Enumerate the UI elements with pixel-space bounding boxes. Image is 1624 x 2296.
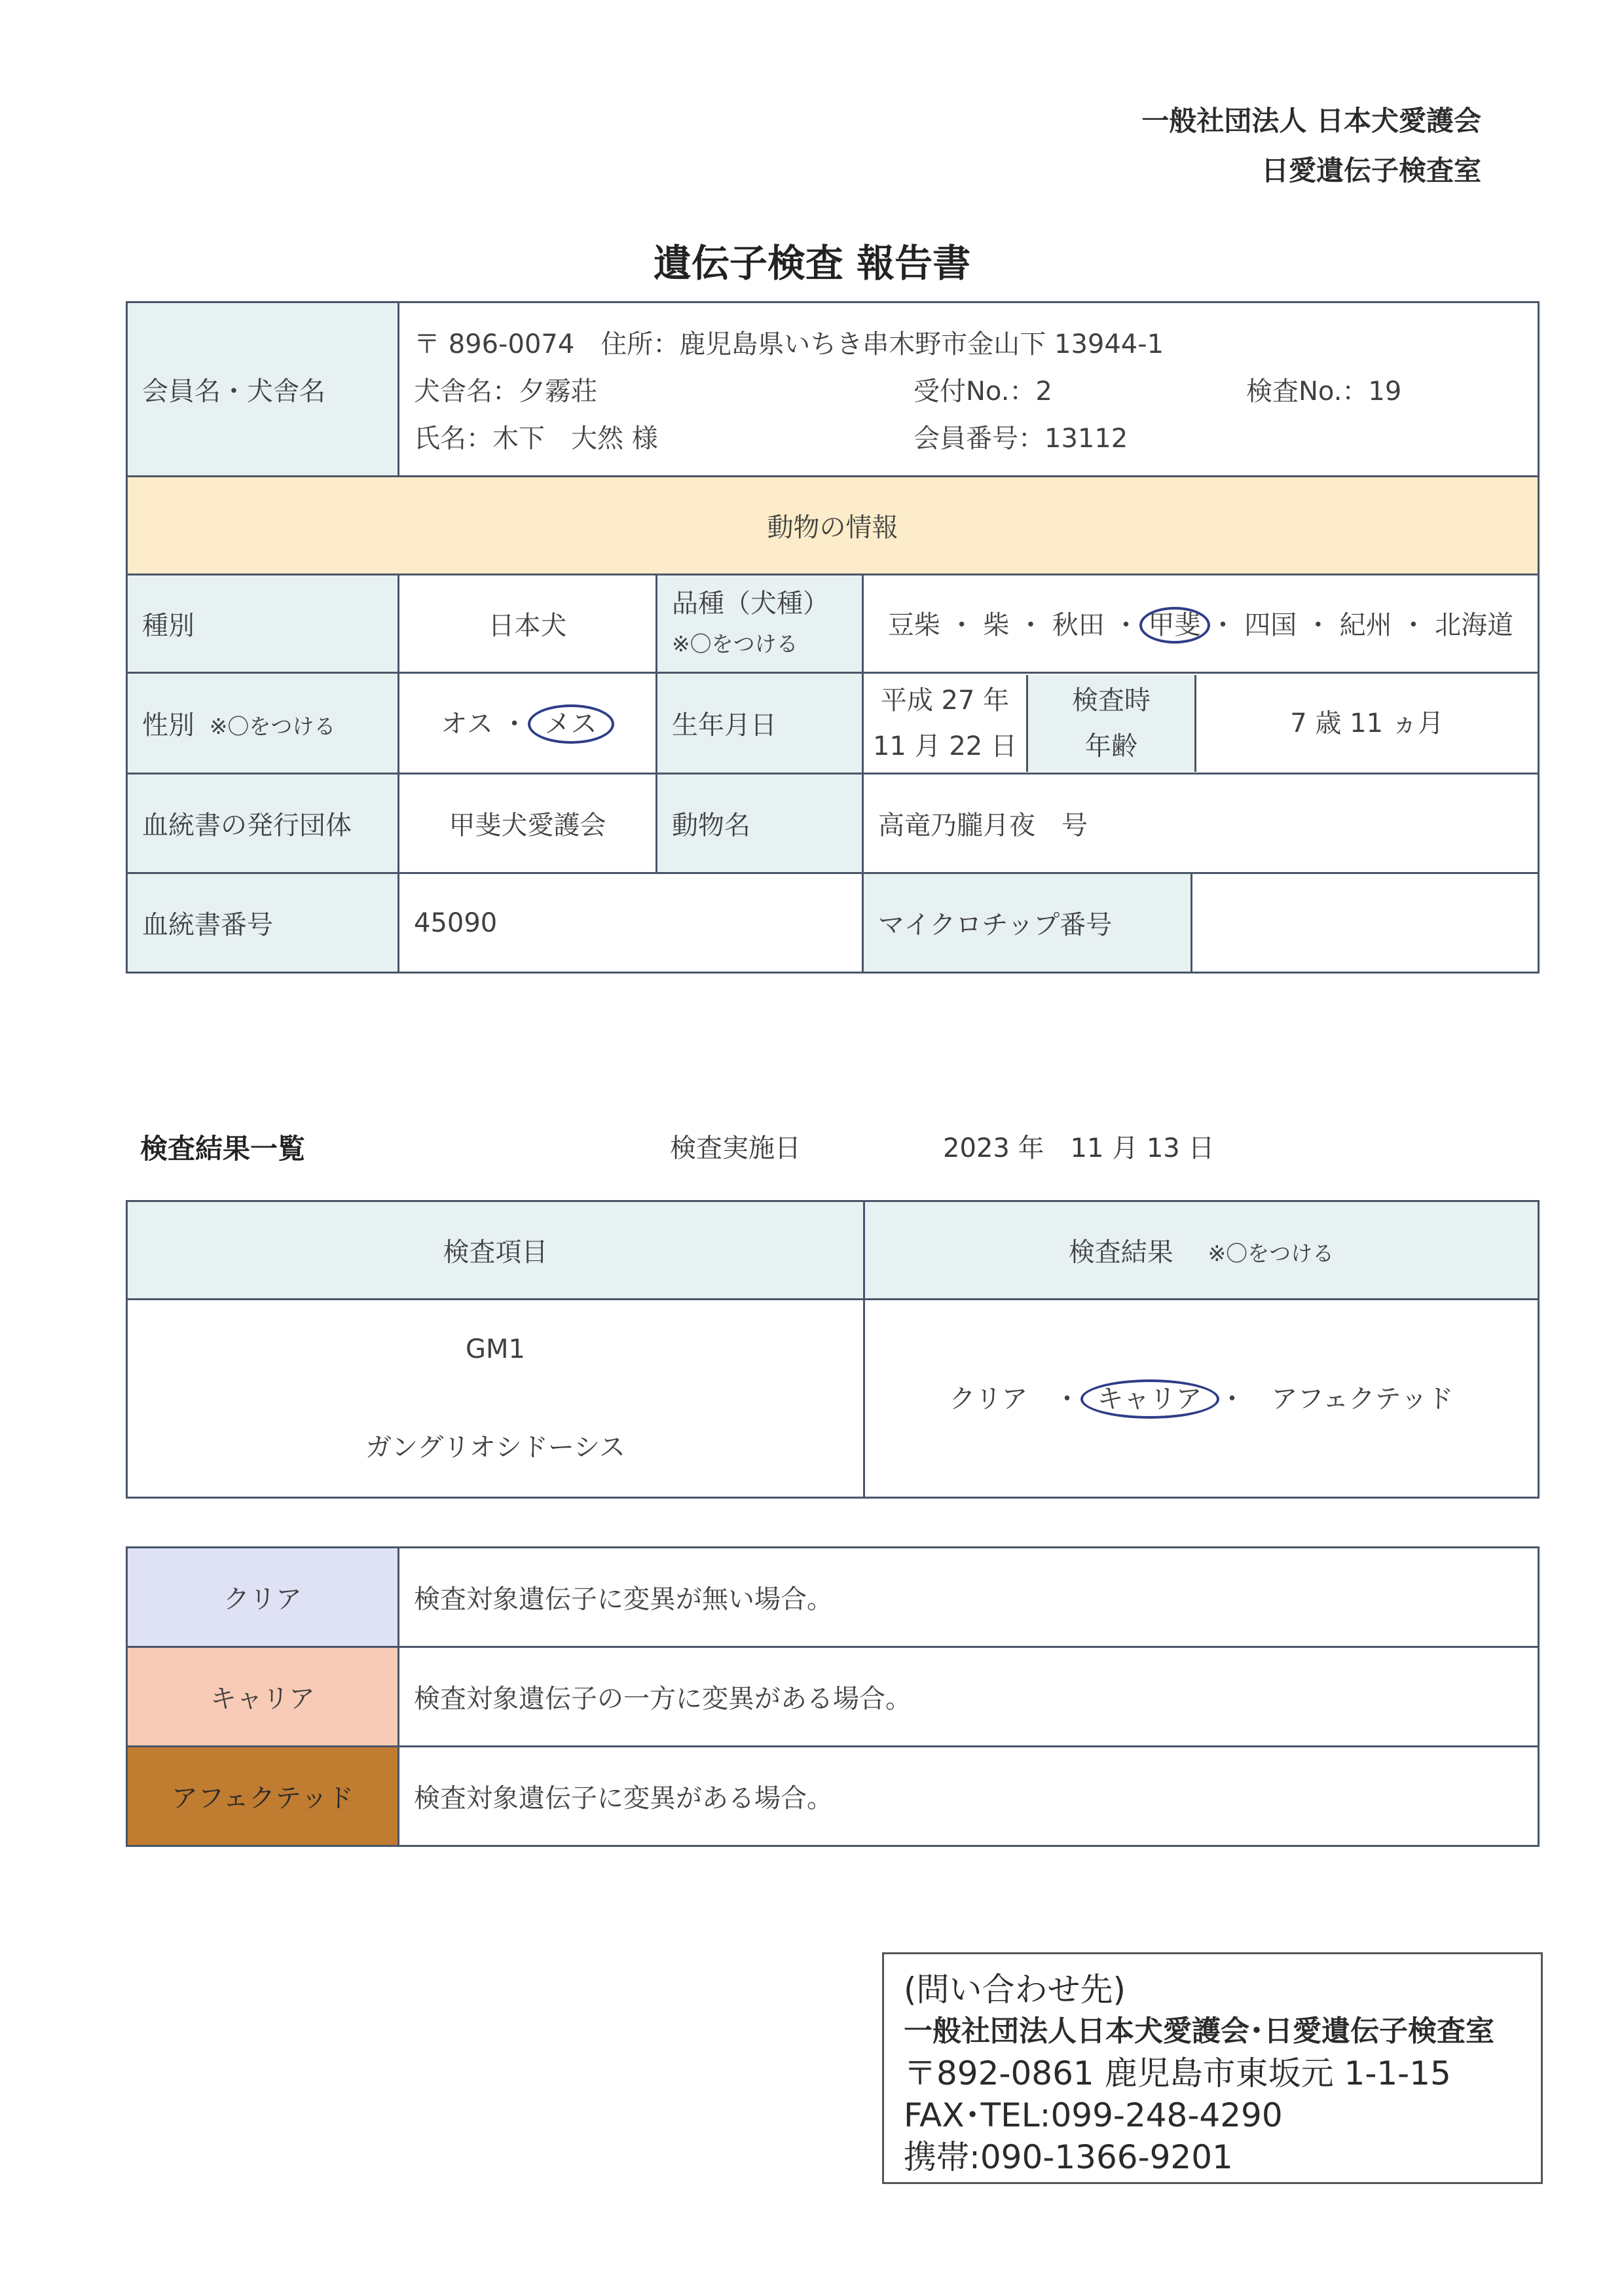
legend-term-affected: アフェクテッド bbox=[127, 1747, 399, 1846]
legend-term-clear: クリア bbox=[127, 1548, 399, 1647]
test-item-name: ガングリオシドーシス bbox=[365, 1432, 625, 1463]
breed-option: 柴 bbox=[983, 610, 1010, 640]
test-date-value: 2023 年 11 月 13 日 bbox=[943, 1133, 1215, 1163]
sex-option-male: オス bbox=[441, 708, 493, 739]
pedigree-org-label: 血統書の発行団体 bbox=[127, 774, 399, 873]
org-name: 一般社団法人 日本犬愛護会 bbox=[1141, 105, 1481, 137]
contact-org: 一般社団法人日本犬愛護会･日愛遺伝子検査室 bbox=[904, 2014, 1494, 2048]
species-value: 日本犬 bbox=[399, 575, 657, 673]
dob-value bbox=[864, 675, 1028, 772]
breed-option: 豆柴 bbox=[887, 610, 940, 640]
col-result-header bbox=[864, 1201, 1539, 1300]
result-option-affected: アフェクテッド bbox=[1271, 1384, 1454, 1414]
breed-option-selected: 甲斐 bbox=[1139, 607, 1210, 644]
sex-option-female-selected: メス bbox=[528, 704, 614, 744]
animal-name-value: 高竜乃朧月夜 号 bbox=[863, 774, 1539, 873]
legend-desc-clear: 検査対象遺伝子に変異が無い場合。 bbox=[399, 1548, 1539, 1647]
sex-label: 性別 bbox=[142, 710, 194, 740]
member-label: 会員名・犬舎名 bbox=[127, 302, 399, 477]
age-label-line1: 検査時 bbox=[1072, 685, 1151, 716]
animal-name-label: 動物名 bbox=[657, 774, 863, 873]
results-table bbox=[126, 1200, 1540, 1499]
pedigree-no-value: 45090 bbox=[399, 873, 863, 973]
member-number: 会員番号：13112 bbox=[913, 423, 1128, 454]
legend-desc-affected: 検査対象遺伝子に変異がある場合。 bbox=[399, 1747, 1539, 1846]
microchip-label: マイクロチップ番号 bbox=[863, 873, 1192, 973]
result-option-clear: クリア bbox=[949, 1384, 1028, 1414]
breed-note: ※〇をつける bbox=[672, 630, 798, 657]
breed-option: 秋田 bbox=[1052, 610, 1105, 640]
sex-options: オス ・ メス bbox=[399, 673, 657, 774]
legend-table bbox=[126, 1546, 1540, 1847]
legend-desc-carrier: 検査対象遺伝子の一方に変異がある場合。 bbox=[399, 1647, 1539, 1747]
legend-term-carrier: キャリア bbox=[127, 1647, 399, 1747]
breed-option: 四国 bbox=[1244, 610, 1297, 640]
result-options: クリア ・ キャリア ・ アフェクテッド bbox=[864, 1300, 1539, 1498]
results-title: 検査結果一覧 bbox=[140, 1133, 306, 1165]
breed-options: 豆柴 ・ 柴 ・ 秋田 ・ 甲斐 ・ 四国 ・ 紀州 ・ 北海道 bbox=[863, 575, 1539, 673]
lab-name: 日愛遺伝子検査室 bbox=[1261, 155, 1481, 187]
contact-mobile: 携帯:090-1366-9201 bbox=[904, 2138, 1233, 2176]
age-label bbox=[1028, 675, 1196, 772]
dob-age-cell bbox=[863, 673, 1539, 774]
test-date-label: 検査実施日 bbox=[670, 1133, 801, 1163]
breed-option: 北海道 bbox=[1435, 610, 1514, 640]
test-item-code: GM1 bbox=[466, 1334, 525, 1364]
pedigree-no-label: 血統書番号 bbox=[127, 873, 399, 973]
dob-line1: 平成 27 年 bbox=[880, 685, 1010, 716]
address: 〒 896-0074 住所：鹿児島県いちき串木野市金山下 13944-1 bbox=[414, 329, 1164, 359]
dob-label: 生年月日 bbox=[657, 673, 863, 774]
age-value: 7 歳 11 ヵ月 bbox=[1290, 708, 1444, 738]
breed-label: 品種（犬種） bbox=[672, 588, 829, 619]
col-item-header: 検査項目 bbox=[127, 1201, 864, 1300]
microchip-value bbox=[1192, 873, 1539, 973]
kennel-name: 犬舎名：夕霧荘 bbox=[414, 376, 597, 407]
sex-label-cell bbox=[127, 673, 399, 774]
species-label: 種別 bbox=[127, 575, 399, 673]
breed-label-cell bbox=[657, 575, 863, 673]
dob-line2: 11 月 22 日 bbox=[873, 731, 1017, 761]
breed-option: 紀州 bbox=[1339, 610, 1392, 640]
member-details bbox=[399, 302, 1539, 477]
contact-address: 〒892-0861 鹿児島市東坂元 1-1-15 bbox=[904, 2054, 1451, 2092]
age-label-line2: 年齢 bbox=[1085, 731, 1137, 761]
contact-fax-tel: FAX･TEL:099-248-4290 bbox=[904, 2096, 1283, 2134]
member-name: 氏名：木下 大然 様 bbox=[414, 423, 658, 454]
result-option-carrier-selected: キャリア bbox=[1080, 1379, 1219, 1419]
test-number: 検査No.：19 bbox=[1246, 376, 1402, 407]
pedigree-org-value: 甲斐犬愛護会 bbox=[399, 774, 657, 873]
animal-section-title: 動物の情報 bbox=[127, 477, 1539, 575]
document-title: 遺伝子検査 報告書 bbox=[653, 241, 971, 285]
contact-box bbox=[882, 1952, 1543, 2184]
col-result-note: ※〇をつける bbox=[1208, 1241, 1335, 1266]
receipt-number: 受付No.：2 bbox=[913, 376, 1052, 407]
col-result-title: 検査結果 bbox=[1068, 1237, 1173, 1267]
contact-heading: (問い合わせ先) bbox=[904, 1971, 1126, 2009]
sex-note: ※〇をつける bbox=[209, 714, 336, 739]
info-table bbox=[126, 301, 1540, 974]
test-item bbox=[127, 1300, 864, 1498]
